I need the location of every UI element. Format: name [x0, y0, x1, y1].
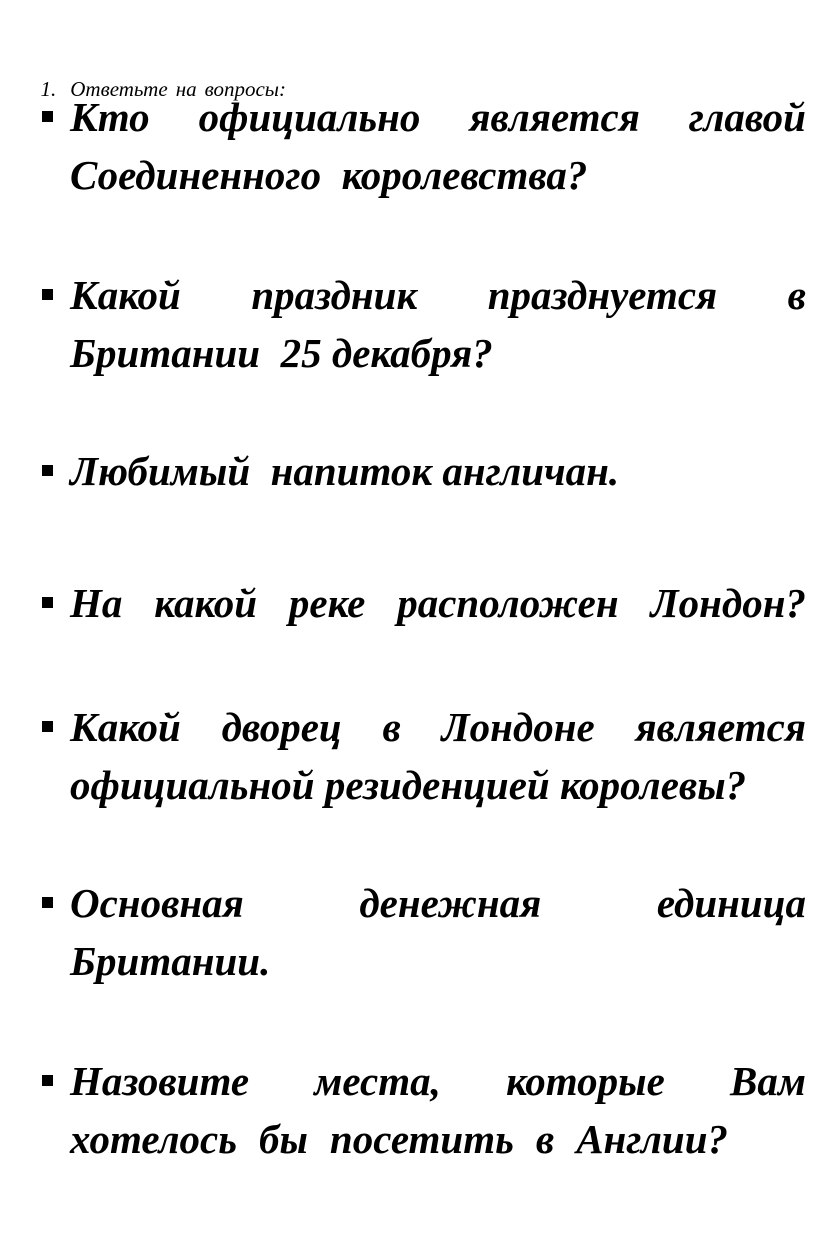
- square-bullet-icon: [42, 897, 53, 908]
- question-word: расположен: [397, 580, 619, 626]
- question-line: [70, 1110, 806, 1168]
- question-word: в: [535, 1116, 555, 1162]
- task-number: 1.: [40, 77, 57, 101]
- question-word: Англии?: [576, 1116, 729, 1162]
- question-line: Любимый напиток англичан.: [70, 448, 620, 494]
- square-bullet-icon: [42, 721, 53, 732]
- question-word: бы: [258, 1116, 308, 1162]
- question-word: в: [382, 704, 401, 750]
- question-word: Основная: [70, 880, 244, 926]
- question-word: Лондоне: [441, 704, 595, 750]
- question-line: [70, 266, 806, 324]
- question-word: какой: [154, 580, 258, 626]
- question-word: реке: [288, 580, 366, 626]
- question-word: праздник: [251, 272, 418, 318]
- square-bullet-icon: [42, 465, 53, 476]
- question-line: Соединенного королевства?: [70, 152, 588, 198]
- question-word: главой: [688, 94, 806, 140]
- question-word: Какой: [70, 272, 181, 318]
- question-word: Кто: [70, 94, 150, 140]
- question-word: является: [635, 704, 806, 750]
- square-bullet-icon: [42, 289, 53, 300]
- question-line: Британии 25 декабря?: [70, 330, 493, 376]
- question-word: места,: [314, 1058, 441, 1104]
- question-line: [70, 874, 806, 932]
- question-word: Лондон?: [650, 580, 806, 626]
- square-bullet-icon: [42, 1075, 53, 1086]
- question-word: денежная: [359, 880, 542, 926]
- question-line: [70, 1052, 806, 1110]
- question-word: Вам: [730, 1058, 806, 1104]
- question-word: официально: [198, 94, 421, 140]
- square-bullet-icon: [42, 111, 53, 122]
- question-word: Какой: [70, 704, 181, 750]
- heading-word: Ответьте: [70, 77, 168, 101]
- question-line: официальной резиденцией королевы?: [70, 762, 747, 808]
- question-word: единица: [656, 880, 806, 926]
- question-word: которые: [506, 1058, 665, 1104]
- question-word: Назовите: [70, 1058, 250, 1104]
- question-line: Британии.: [70, 938, 271, 984]
- question-word: хотелось: [70, 1116, 237, 1162]
- question-word: На: [70, 580, 123, 626]
- question-word: в: [787, 272, 806, 318]
- question-word: празднуется: [487, 272, 718, 318]
- heading-word: вопросы:: [204, 77, 286, 101]
- question-word: посетить: [329, 1116, 514, 1162]
- question-line: [70, 698, 806, 756]
- question-line: [70, 574, 806, 632]
- square-bullet-icon: [42, 597, 53, 608]
- question-line: [70, 88, 806, 146]
- heading-word: на: [175, 77, 197, 101]
- question-word: дворец: [221, 704, 342, 750]
- question-word: является: [469, 94, 640, 140]
